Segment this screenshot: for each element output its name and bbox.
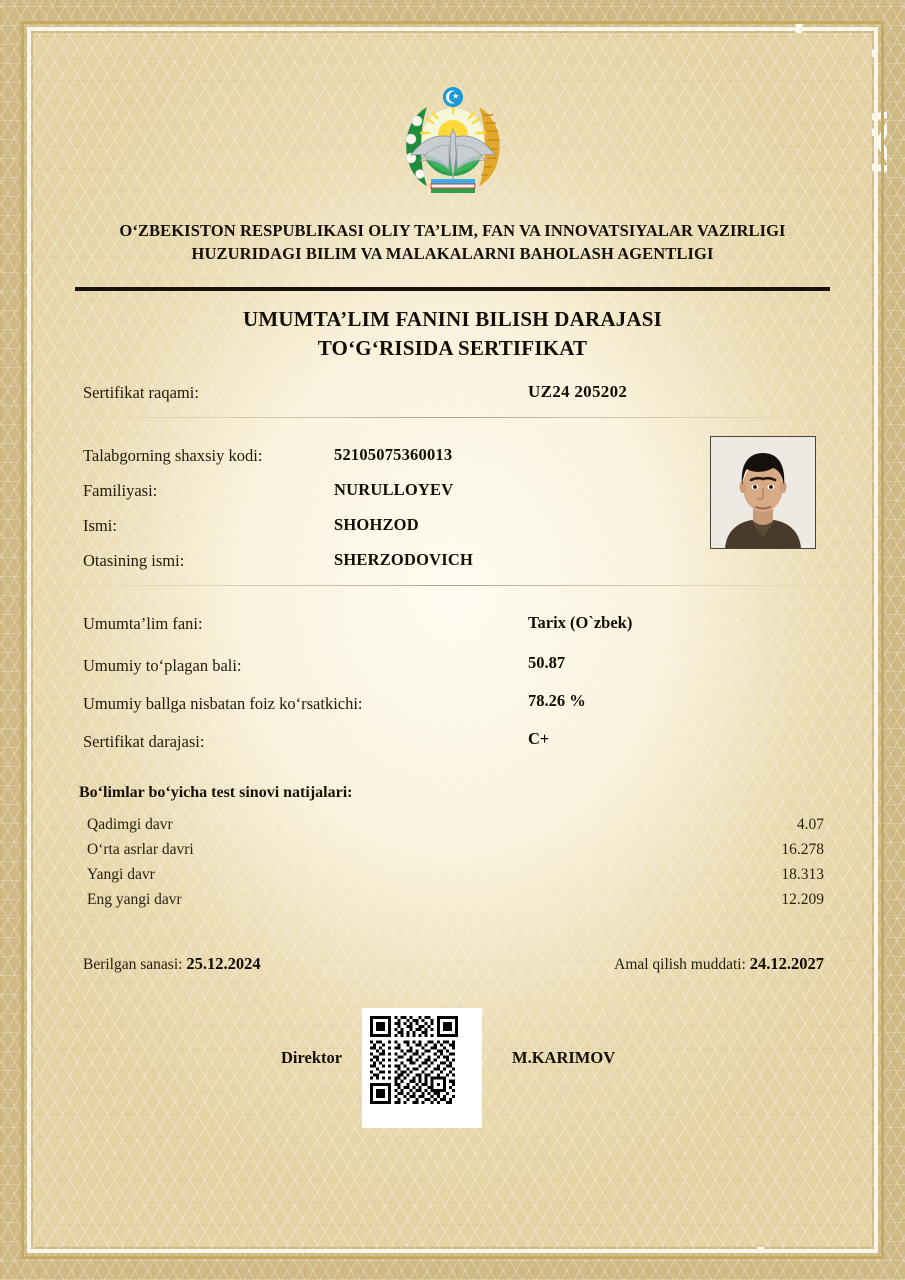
divider-after-number bbox=[75, 417, 830, 418]
director-name: M.KARIMOV bbox=[512, 1048, 616, 1067]
ministry-line-1: O‘ZBEKISTON RESPUBLIKASI OLIY TA’LIM, FAN VA INNOVATSIYALAR VAZIRLIGI bbox=[119, 221, 786, 240]
section-score-0: 4.07 bbox=[796, 816, 824, 833]
subject-label-0: Umumta’lim fani: bbox=[83, 614, 203, 633]
personal-label-3: Otasining ismi: bbox=[83, 551, 185, 570]
valid-date-value: 24.12.2027 bbox=[749, 954, 824, 973]
issued-date-label: Berilgan sanasi: bbox=[83, 956, 183, 973]
emblem-container bbox=[33, 85, 872, 202]
personal-value-0: 52105075360013 bbox=[334, 445, 453, 464]
subject-label-2: Umumiy ballga nisbatan foiz ko‘rsatkichi: bbox=[83, 694, 363, 713]
section-name-3: Eng yangi davr bbox=[87, 891, 182, 908]
personal-value-3: SHERZODOVICH bbox=[334, 550, 474, 569]
personal-label-1: Familiyasi: bbox=[83, 481, 158, 500]
personal-value-2: SHOHZOD bbox=[334, 515, 419, 534]
candidate-photo bbox=[710, 436, 816, 549]
page-title bbox=[73, 305, 832, 363]
subject-label-1: Umumiy to‘plagan bali: bbox=[83, 656, 242, 675]
section-score-3: 12.209 bbox=[781, 891, 824, 908]
divider-after-personal bbox=[75, 585, 830, 586]
valid-date-block bbox=[614, 954, 824, 974]
ministry-line-2: HUZURIDAGI BILIM VA MALAKALARNI BAHOLASH AGENTLIGI bbox=[191, 244, 714, 264]
issued-date-value: 25.12.2024 bbox=[186, 954, 261, 973]
sections-heading: Bo‘limlar bo‘yicha test sinovi natijalari: bbox=[79, 784, 353, 801]
subject-value-0: Tarix (O`zbek) bbox=[528, 613, 633, 632]
certificate-body bbox=[33, 33, 872, 1247]
header-divider bbox=[75, 287, 830, 291]
uzbekistan-state-emblem-icon bbox=[391, 85, 515, 197]
section-score-1: 16.278 bbox=[781, 841, 824, 858]
issued-date-block bbox=[83, 954, 261, 974]
section-score-2: 18.313 bbox=[781, 866, 824, 883]
personal-label-0: Talabgorning shaxsiy kodi: bbox=[83, 446, 263, 465]
title-line-1: UMUMTA’LIM FANINI BILISH DARAJASI bbox=[242, 307, 663, 331]
section-name-2: Yangi davr bbox=[87, 866, 155, 883]
section-name-0: Qadimgi davr bbox=[87, 816, 173, 833]
valid-date-label: Amal qilish muddati: bbox=[614, 956, 746, 973]
personal-label-2: Ismi: bbox=[83, 516, 117, 535]
section-name-1: O‘rta asrlar davri bbox=[87, 841, 194, 858]
ministry-header bbox=[73, 219, 832, 266]
subject-value-1: 50.87 bbox=[528, 653, 566, 672]
subject-value-2: 78.26 % bbox=[528, 691, 586, 710]
subject-label-3: Sertifikat darajasi: bbox=[83, 732, 205, 751]
title-line-2: TO‘G‘RISIDA SERTIFIKAT bbox=[317, 335, 588, 360]
certificate-number-value: UZ24 205202 bbox=[528, 382, 628, 401]
director-label: Direktor bbox=[281, 1048, 343, 1067]
certificate-number-label: Sertifikat raqami: bbox=[83, 383, 199, 402]
subject-value-3: C+ bbox=[528, 729, 550, 748]
qr-code[interactable] bbox=[362, 1008, 482, 1128]
personal-value-1: NURULLOYEV bbox=[334, 480, 454, 499]
